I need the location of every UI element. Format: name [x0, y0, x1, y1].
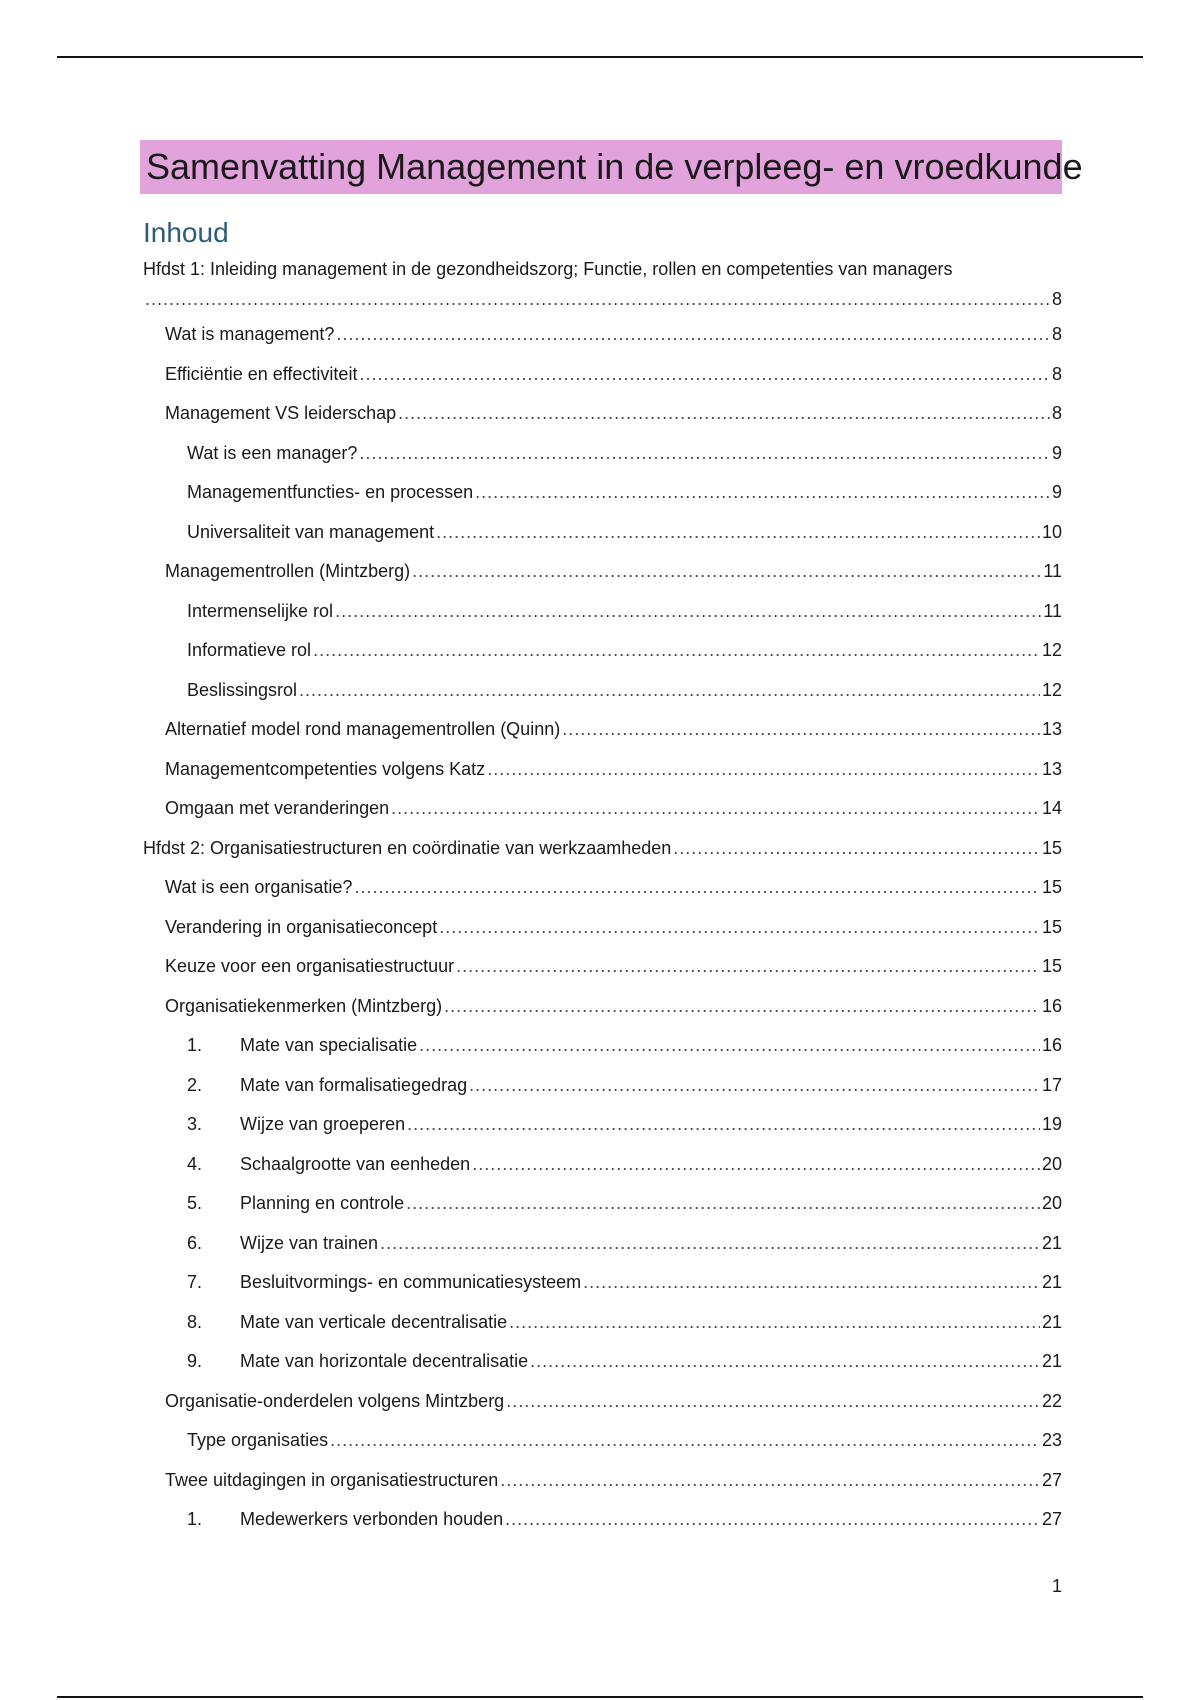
toc-entry-number: 4. — [187, 1153, 203, 1174]
footer-rule — [57, 1696, 1143, 1698]
toc-entry-page: 12 — [1041, 640, 1062, 660]
toc-entry-page: 20 — [1041, 1153, 1062, 1174]
toc-entry-label: Mate van specialisatie — [240, 1035, 418, 1055]
toc-entry-leader — [439, 908, 1040, 948]
toc-entry-page: 21 — [1041, 1311, 1062, 1332]
toc-entry-leader — [475, 473, 1050, 513]
toc-entry-label: Managementrollen (Mintzberg) — [165, 561, 411, 581]
toc-entry-label: Universaliteit van management — [187, 521, 435, 542]
toc-entry-label: Organisatiekenmerken (Mintzberg) — [165, 995, 443, 1016]
toc-entry-page: 21 — [1041, 1232, 1062, 1253]
toc-heading: Inhoud — [143, 217, 229, 248]
toc-entry-page: 15 — [1041, 916, 1062, 937]
toc-entry-leader — [673, 829, 1040, 869]
toc-entry-label: Medewerkers verbonden houden — [240, 1509, 504, 1529]
toc-entry[interactable] — [140, 868, 1062, 908]
toc-entry-label: Planning en controle — [240, 1193, 405, 1213]
toc-entry-page: 15 — [1041, 837, 1062, 858]
toc-entry-leader — [354, 868, 1040, 908]
toc-entry-leader — [412, 552, 1041, 592]
toc-entry-page: 16 — [1041, 995, 1062, 1016]
toc-entry-page: 21 — [1041, 1272, 1062, 1292]
toc-entry-leader — [456, 947, 1040, 987]
toc-entry-label: Organisatie-onderdelen volgens Mintzberg — [165, 1390, 505, 1411]
toc-entry-page: 20 — [1041, 1193, 1062, 1213]
toc-entry-page: 8 — [1051, 289, 1062, 309]
toc-entry-page: 15 — [1041, 956, 1062, 976]
toc-entry[interactable] — [140, 394, 1062, 434]
toc-entry-leader — [562, 710, 1040, 750]
toc-entry-page: 11 — [1043, 600, 1062, 621]
toc-entry-label: Mate van formalisatiegedrag — [240, 1074, 468, 1095]
toc-entry[interactable] — [140, 592, 1062, 632]
toc-entry-leader — [500, 1461, 1040, 1501]
toc-entry-page: 16 — [1041, 1035, 1062, 1055]
toc-entry-leader — [444, 987, 1040, 1027]
toc-entry-page: 22 — [1041, 1390, 1062, 1411]
toc-entry-label: Intermenselijke rol — [187, 600, 334, 621]
page-content — [140, 140, 1083, 1540]
toc-entry-number: 1. — [187, 1035, 203, 1055]
toc-entry-page: 8 — [1051, 324, 1062, 344]
toc-entry-leader — [359, 434, 1050, 474]
toc-entry[interactable] — [140, 434, 1062, 474]
toc-entry[interactable] — [140, 513, 1062, 553]
toc-entry-label: Managementcompetenties volgens Katz — [165, 758, 486, 779]
toc-entry-page: 14 — [1041, 798, 1062, 818]
toc-entry-page: 27 — [1041, 1469, 1062, 1490]
toc-entry-label: Mate van horizontale decentralisatie — [240, 1351, 529, 1371]
toc-entry[interactable] — [140, 315, 1062, 355]
toc-entry-label: Beslissingsrol — [187, 679, 298, 700]
toc-entry-leader — [469, 1066, 1040, 1106]
toc-entry[interactable] — [140, 1184, 1062, 1224]
toc-entry-page: 19 — [1041, 1114, 1062, 1134]
toc-entry[interactable] — [140, 987, 1062, 1027]
toc-entry[interactable] — [140, 1066, 1062, 1106]
toc-entry-leader — [330, 1421, 1040, 1461]
header-rule — [57, 56, 1143, 58]
toc-entry-label: Management VS leiderschap — [165, 403, 397, 423]
toc-entry-leader — [530, 1342, 1040, 1382]
toc-entry-leader — [398, 394, 1050, 434]
toc-entry-page: 23 — [1041, 1430, 1062, 1450]
toc-entry-page: 8 — [1051, 403, 1062, 423]
toc-entry[interactable] — [140, 947, 1062, 987]
toc-entry[interactable] — [140, 552, 1062, 592]
toc-entry-leader — [436, 513, 1040, 553]
document-title: Samenvatting Management in de verpleeg- en vroedkunde — [140, 140, 1062, 194]
toc-entry-label: Schaalgrootte van eenheden — [240, 1153, 471, 1174]
toc-entry-page: 17 — [1041, 1074, 1062, 1095]
toc-entry-label: Wat is een organisatie? — [165, 877, 353, 897]
toc-entry-label: Omgaan met veranderingen — [165, 798, 390, 818]
toc-entry-number: 9. — [187, 1351, 203, 1371]
toc-entry-leader — [391, 789, 1040, 829]
toc-entry-leader-line — [143, 284, 1062, 315]
toc-entry[interactable] — [140, 355, 1062, 395]
toc-entry[interactable] — [140, 1342, 1062, 1382]
toc-entry[interactable] — [140, 1382, 1062, 1422]
toc-entry-label: Keuze voor een organisatiestructuur — [165, 956, 455, 976]
toc-entry[interactable] — [140, 671, 1062, 711]
toc-entry-leader — [583, 1263, 1040, 1303]
toc-entry[interactable] — [140, 1145, 1062, 1185]
toc-entry-number: 3. — [187, 1114, 203, 1134]
toc-entry-label: Hfdst 1: Inleiding management in de gezondheidszorg; Functie, rollen en competenties van managers — [143, 259, 953, 279]
toc-entry-label: Besluitvormings- en communicatiesysteem — [240, 1272, 582, 1292]
toc-entry-label: Informatieve rol — [187, 640, 312, 660]
toc-entry[interactable] — [140, 1105, 1062, 1145]
toc-entry-leader — [335, 592, 1041, 632]
toc-entry-label: Wat is een manager? — [187, 442, 358, 463]
toc-entry-number: 6. — [187, 1232, 203, 1253]
toc-entry-label: Wijze van trainen — [240, 1232, 379, 1253]
toc-entry[interactable] — [140, 710, 1062, 750]
toc-entry[interactable] — [140, 1303, 1062, 1343]
toc-entry-leader — [487, 750, 1040, 790]
toc-entry[interactable] — [140, 1026, 1062, 1066]
toc-entry-leader — [406, 1184, 1040, 1224]
page-number: 1 — [1051, 1576, 1062, 1596]
toc-entry-page: 11 — [1043, 561, 1062, 581]
toc-entry-leader — [509, 1303, 1040, 1343]
toc-entry-page: 9 — [1051, 442, 1062, 463]
toc-entry-leader — [313, 631, 1040, 671]
toc-entry-leader — [472, 1145, 1040, 1185]
toc-entry-leader — [505, 1500, 1040, 1540]
toc-entry-label: Hfdst 2: Organisatiestructuren en coördinatie van werkzaamheden — [143, 837, 672, 858]
toc-entry-page: 21 — [1041, 1351, 1062, 1371]
toc-entry-label: Verandering in organisatieconcept — [165, 916, 438, 937]
toc-entry[interactable] — [140, 1224, 1062, 1264]
toc-entry-number: 8. — [187, 1311, 203, 1332]
toc-entry-leader — [145, 284, 1050, 315]
toc-entry[interactable] — [140, 1461, 1062, 1501]
toc-entry[interactable] — [140, 631, 1062, 671]
toc-entry-leader — [359, 355, 1050, 395]
toc-entry-page: 27 — [1041, 1509, 1062, 1529]
toc-entry-page: 12 — [1041, 679, 1062, 700]
table-of-contents — [140, 254, 1062, 1540]
toc-entry-leader — [380, 1224, 1040, 1264]
toc-entry-number: 7. — [187, 1272, 203, 1292]
toc-entry-page: 9 — [1051, 482, 1062, 502]
toc-entry-label: Wat is management? — [165, 324, 335, 344]
toc-entry[interactable] — [140, 473, 1062, 513]
toc-entry-page: 15 — [1041, 877, 1062, 897]
toc-entry-label: Twee uitdagingen in organisatiestructuren — [165, 1469, 499, 1490]
toc-entry-page: 8 — [1051, 363, 1062, 384]
toc-entry-label: Type organisaties — [187, 1430, 329, 1450]
toc-entry-label: Managementfuncties- en processen — [187, 482, 474, 502]
toc-entry-label: Efficiëntie en effectiviteit — [165, 363, 358, 384]
toc-entry-page: 10 — [1041, 521, 1062, 542]
toc-entry-page: 13 — [1041, 758, 1062, 779]
toc-entry-leader — [407, 1105, 1040, 1145]
toc-entry-leader — [419, 1026, 1040, 1066]
toc-entry[interactable] — [140, 1421, 1062, 1461]
toc-entry-label: Alternatief model rond managementrollen (Quinn) — [165, 719, 561, 739]
toc-entry[interactable] — [140, 1500, 1062, 1540]
toc-entry[interactable] — [140, 789, 1062, 829]
toc-entry-leader — [506, 1382, 1040, 1422]
toc-entry[interactable] — [140, 750, 1062, 790]
toc-entry[interactable] — [140, 254, 1062, 315]
toc-entry[interactable] — [140, 1263, 1062, 1303]
toc-entry-number: 1. — [187, 1509, 203, 1529]
toc-entry-number: 2. — [187, 1074, 203, 1095]
toc-entry-leader — [336, 315, 1050, 355]
toc-entry-page: 13 — [1041, 719, 1062, 739]
toc-entry-label: Mate van verticale decentralisatie — [240, 1311, 508, 1332]
toc-entry-leader — [299, 671, 1040, 711]
toc-entry[interactable] — [140, 908, 1062, 948]
toc-entry-label: Wijze van groeperen — [240, 1114, 406, 1134]
toc-entry[interactable] — [140, 829, 1062, 869]
toc-entry-number: 5. — [187, 1193, 203, 1213]
